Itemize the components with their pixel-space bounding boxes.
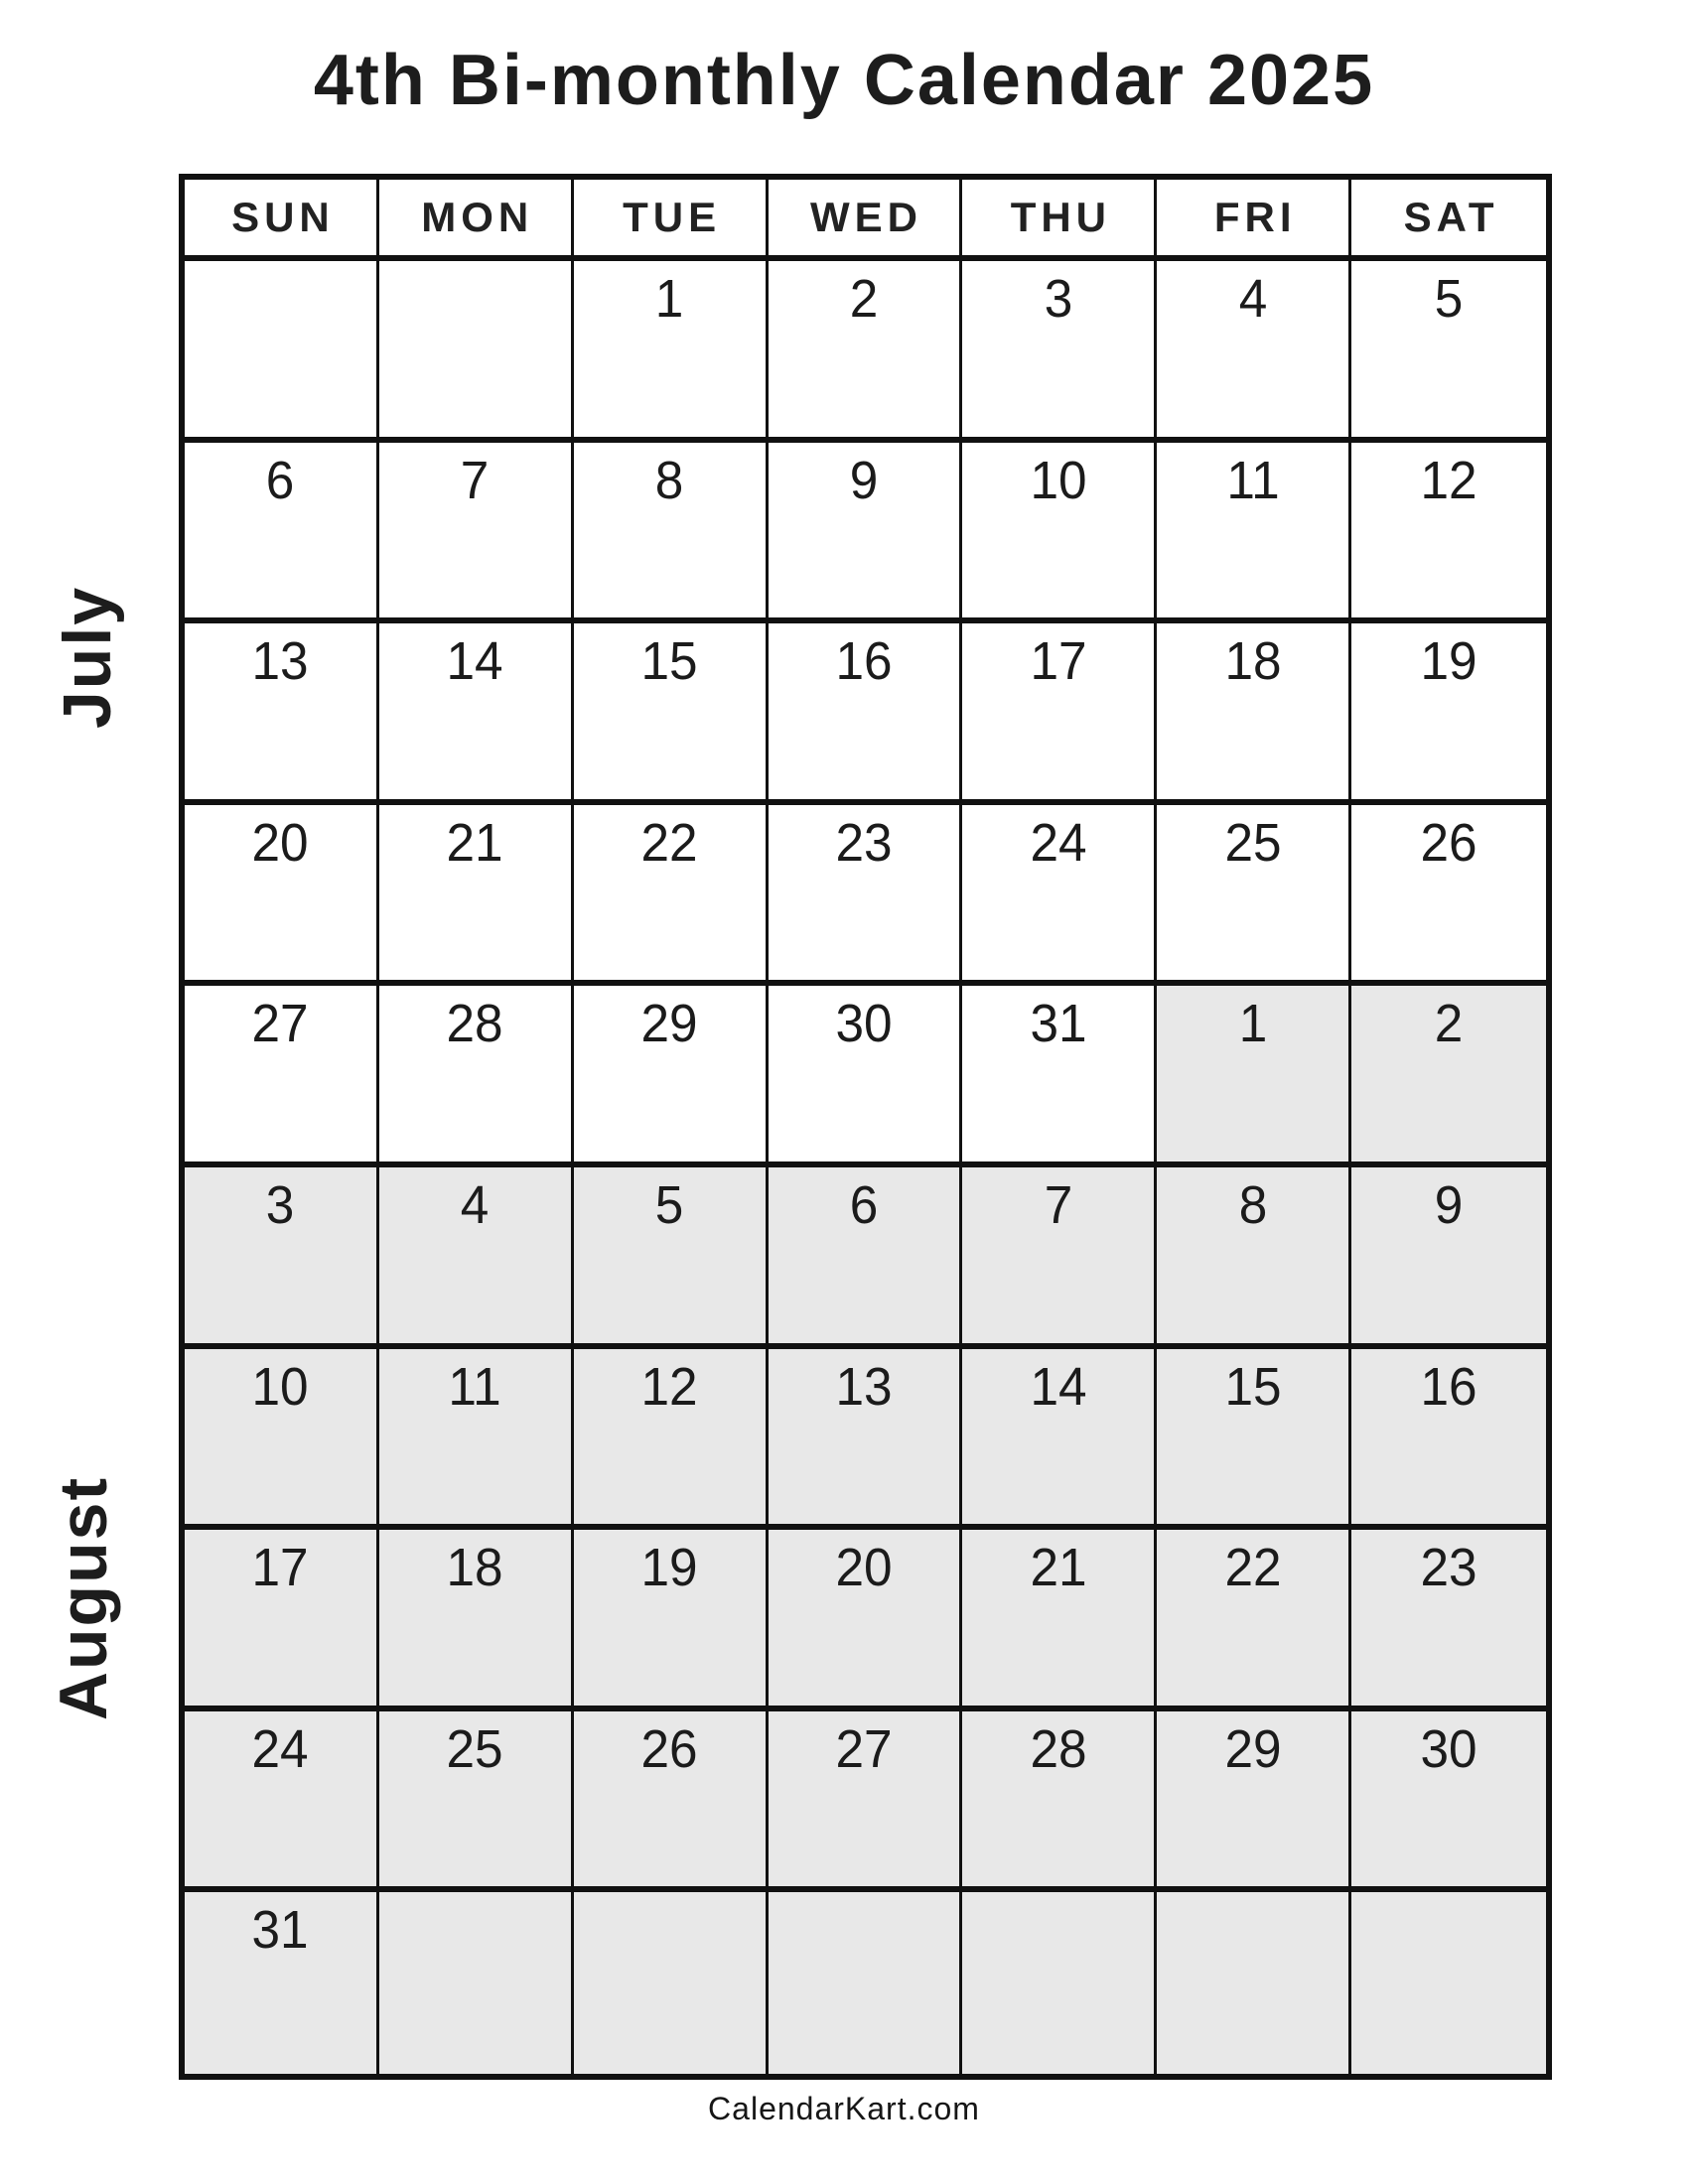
day-number: 22 [640,812,698,873]
day-cell-august-24 [185,1711,379,1893]
weekday-header-thu: THU [962,180,1157,261]
day-number: 23 [1420,1538,1477,1598]
day-number: 17 [251,1538,309,1598]
day-number: 21 [446,812,503,873]
day-number: 20 [835,1538,893,1598]
day-number: 11 [448,1356,501,1417]
day-cell-empty [185,261,379,443]
day-number: 16 [1420,1356,1477,1417]
weekday-header-sat: SAT [1351,180,1546,261]
day-cell-august-9 [1351,1167,1546,1349]
day-cell-august-27 [769,1711,963,1893]
day-cell-august-21 [962,1530,1157,1711]
day-number: 4 [461,1175,490,1235]
day-number: 31 [251,1900,309,1961]
day-cell-july-21 [379,805,574,987]
day-number: 26 [1420,812,1477,873]
day-cell-august-30 [1351,1711,1546,1893]
day-cell-empty [962,1892,1157,2074]
month-label-august: August [46,1475,121,1721]
day-cell-august-17 [185,1530,379,1711]
day-cell-july-6 [185,443,379,624]
day-cell-august-3 [185,1167,379,1349]
day-number: 12 [1420,450,1477,510]
day-number: 2 [849,269,879,329]
day-number: 5 [1434,269,1464,329]
day-cell-july-28 [379,986,574,1167]
day-number: 28 [1030,1718,1087,1779]
page-title: 4th Bi-monthly Calendar 2025 [313,41,1375,120]
day-number: 30 [1420,1718,1477,1779]
weekday-header-fri: FRI [1157,180,1351,261]
day-number: 18 [446,1538,503,1598]
day-number: 29 [1224,1718,1282,1779]
day-cell-july-8 [574,443,769,624]
day-cell-july-27 [185,986,379,1167]
day-cell-august-23 [1351,1530,1546,1711]
day-cell-july-2 [769,261,963,443]
day-cell-august-2 [1351,986,1546,1167]
day-number: 22 [1224,1538,1282,1598]
day-cell-august-5 [574,1167,769,1349]
day-number: 24 [1030,812,1087,873]
day-cell-august-29 [1157,1711,1351,1893]
day-cell-empty [574,1892,769,2074]
day-cell-july-13 [185,623,379,805]
weekday-header-wed: WED [769,180,963,261]
day-cell-july-11 [1157,443,1351,624]
day-number: 1 [654,269,684,329]
day-number: 10 [251,1356,309,1417]
day-number: 14 [1030,1356,1087,1417]
day-number: 12 [640,1356,698,1417]
day-cell-july-4 [1157,261,1351,443]
day-number: 11 [1226,450,1280,510]
day-number: 10 [1030,450,1087,510]
day-number: 23 [835,812,893,873]
day-cell-august-28 [962,1711,1157,1893]
day-cell-august-19 [574,1530,769,1711]
day-number: 3 [1044,269,1073,329]
day-number: 15 [640,631,698,692]
day-number: 19 [1420,631,1477,692]
day-cell-august-20 [769,1530,963,1711]
day-number: 25 [1224,812,1282,873]
day-number: 29 [640,994,698,1054]
day-number: 7 [461,450,490,510]
day-cell-july-5 [1351,261,1546,443]
day-cell-july-3 [962,261,1157,443]
day-number: 3 [266,1175,295,1235]
day-number: 17 [1030,631,1087,692]
day-cell-empty [379,261,574,443]
day-cell-august-12 [574,1349,769,1531]
day-cell-august-1 [1157,986,1351,1167]
day-cell-august-4 [379,1167,574,1349]
day-number: 18 [1224,631,1282,692]
day-cell-august-14 [962,1349,1157,1531]
day-cell-july-31 [962,986,1157,1167]
day-number: 2 [1434,994,1464,1054]
day-number: 31 [1030,994,1087,1054]
day-number: 6 [849,1175,879,1235]
day-number: 26 [640,1718,698,1779]
day-cell-july-15 [574,623,769,805]
day-number: 6 [266,450,295,510]
day-number: 14 [446,631,503,692]
day-cell-july-23 [769,805,963,987]
day-cell-august-7 [962,1167,1157,1349]
day-cell-august-25 [379,1711,574,1893]
day-cell-july-16 [769,623,963,805]
day-number: 30 [835,994,893,1054]
day-number: 15 [1224,1356,1282,1417]
day-number: 13 [251,631,309,692]
day-number: 25 [446,1718,503,1779]
day-cell-july-24 [962,805,1157,987]
day-number: 9 [849,450,879,510]
day-number: 8 [1238,1175,1267,1235]
day-number: 20 [251,812,309,873]
day-cell-july-25 [1157,805,1351,987]
day-cell-august-8 [1157,1167,1351,1349]
day-cell-july-7 [379,443,574,624]
day-number: 27 [251,994,309,1054]
calendar-grid [179,174,1552,2080]
day-cell-july-9 [769,443,963,624]
day-cell-august-16 [1351,1349,1546,1531]
day-cell-july-18 [1157,623,1351,805]
day-cell-august-10 [185,1349,379,1531]
day-cell-july-12 [1351,443,1546,624]
day-cell-july-1 [574,261,769,443]
weekday-header-sun: SUN [185,180,379,261]
day-cell-empty [1351,1892,1546,2074]
day-cell-july-22 [574,805,769,987]
day-cell-empty [769,1892,963,2074]
day-cell-august-22 [1157,1530,1351,1711]
weekday-header-mon: MON [379,180,574,261]
day-number: 13 [835,1356,893,1417]
day-number: 21 [1030,1538,1087,1598]
day-cell-august-11 [379,1349,574,1531]
day-cell-august-26 [574,1711,769,1893]
day-number: 16 [835,631,893,692]
day-cell-july-26 [1351,805,1546,987]
day-cell-july-29 [574,986,769,1167]
day-number: 28 [446,994,503,1054]
month-label-july: July [50,585,125,730]
day-cell-july-20 [185,805,379,987]
day-cell-july-19 [1351,623,1546,805]
day-number: 9 [1434,1175,1464,1235]
day-cell-empty [1157,1892,1351,2074]
day-cell-empty [379,1892,574,2074]
day-cell-august-18 [379,1530,574,1711]
day-cell-august-13 [769,1349,963,1531]
footer-branding: CalendarKart.com [708,2091,980,2126]
day-number: 4 [1238,269,1267,329]
day-cell-july-17 [962,623,1157,805]
day-number: 19 [640,1538,698,1598]
day-number: 7 [1044,1175,1073,1235]
day-cell-july-10 [962,443,1157,624]
day-cell-august-6 [769,1167,963,1349]
day-cell-july-14 [379,623,574,805]
day-cell-july-30 [769,986,963,1167]
day-cell-august-15 [1157,1349,1351,1531]
weekday-header-tue: TUE [574,180,769,261]
day-number: 27 [835,1718,893,1779]
day-number: 24 [251,1718,309,1779]
day-number: 5 [654,1175,684,1235]
day-cell-august-31 [185,1892,379,2074]
day-number: 1 [1238,994,1267,1054]
day-number: 8 [654,450,684,510]
